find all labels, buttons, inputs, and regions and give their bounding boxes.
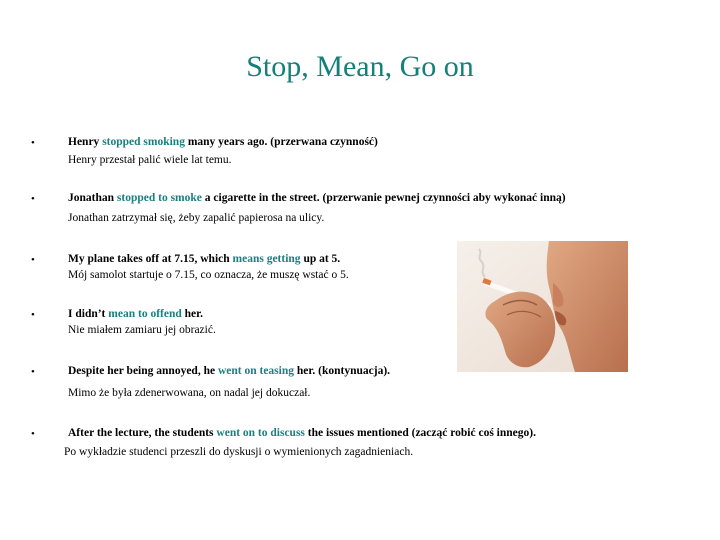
bullet-icon: •	[31, 137, 35, 149]
sentence-text: her.	[181, 308, 204, 320]
sentence-text: a cigarette in the street. (przerwanie pewnej czynności aby wykonać inną)	[201, 192, 566, 204]
sentence-english	[68, 253, 340, 265]
sentence-text: the issues mentioned (zacząć robić coś innego).	[304, 427, 536, 439]
sentence-english	[68, 308, 203, 320]
highlighted-phrase: went on teasing	[217, 365, 294, 377]
highlighted-phrase: means getting	[232, 253, 301, 265]
bullet-icon: •	[31, 309, 35, 321]
smoking-photo-illustration	[457, 241, 628, 372]
sentence-text: Henry	[68, 136, 103, 148]
sentence-text: Jonathan	[68, 192, 117, 204]
highlighted-phrase: stopped smoking	[102, 136, 185, 148]
sentence-text: After the lecture, the students	[68, 427, 217, 439]
sentence-polish: Mój samolot startuje o 7.15, co oznacza, że muszę wstać o 5.	[68, 269, 349, 281]
bullet-icon: •	[31, 254, 35, 266]
bullet-icon: •	[31, 366, 35, 378]
sentence-polish: Po wykładzie studenci przeszli do dyskusji o wymienionych zagadnieniach.	[64, 446, 414, 458]
sentence-text: her. (kontynuacja).	[293, 365, 391, 377]
sentence-text: Despite her being annoyed, he	[68, 365, 218, 377]
highlighted-phrase: mean to offend	[108, 308, 182, 320]
sentence-polish: Mimo że była zdenerwowana, on nadal jej dokuczał.	[68, 387, 311, 399]
sentence-text: My plane takes off at 7.15, which	[68, 253, 233, 265]
sentence-polish: Nie miałem zamiaru jej obrazić.	[68, 324, 216, 336]
sentence-text: I didn’t	[68, 308, 109, 320]
sentence-english	[68, 365, 390, 377]
bullet-icon: •	[31, 193, 35, 205]
bullet-icon: •	[31, 428, 35, 440]
sentence-polish: Jonathan zatrzymał się, żeby zapalić papierosa na ulicy.	[68, 212, 325, 224]
sentence-text: up at 5.	[300, 253, 341, 265]
highlighted-phrase: went on to discuss	[216, 427, 305, 439]
sentence-english	[68, 136, 378, 148]
sentence-polish: Henry przestał palić wiele lat temu.	[68, 154, 232, 166]
slide-title: Stop, Mean, Go on	[246, 50, 474, 83]
sentence-english	[68, 192, 566, 204]
sentence-english	[68, 427, 536, 439]
highlighted-phrase: stopped to smoke	[116, 192, 202, 204]
sentence-text: many years ago. (przerwana czynność)	[184, 136, 378, 148]
smoking-person-photo	[457, 241, 628, 372]
